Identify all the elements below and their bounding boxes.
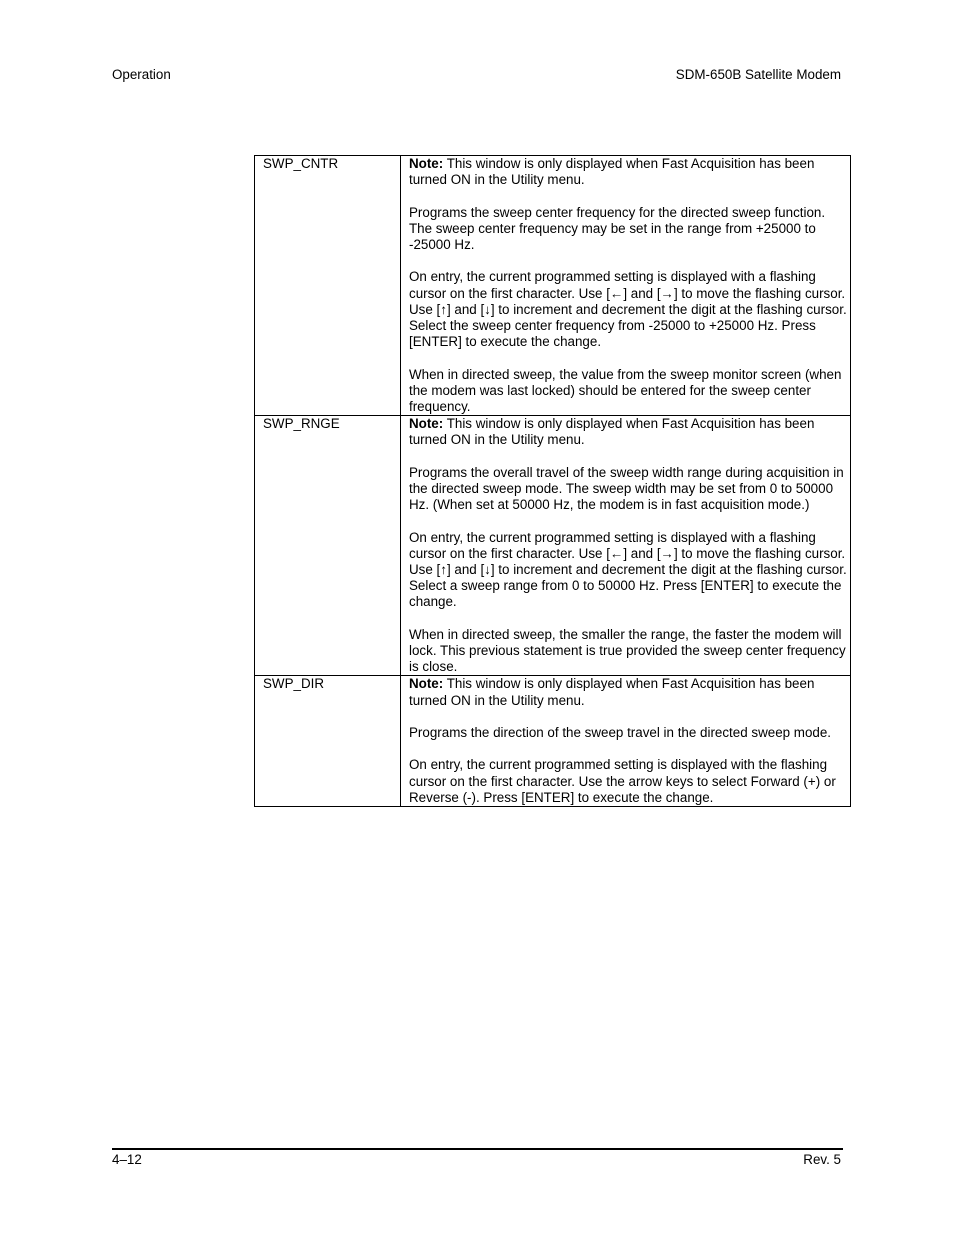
parameter-description (401, 676, 851, 807)
description-paragraph: On entry, the current programmed setting is displayed with a flashing cursor on the first character. Use [←] and [→] to move the flashing cursor. Use [↑] and [↓] to increment and decrement the digit at the flashing cursor. Select a sweep range from 0 to 50000 Hz. Press [ENTER] to execute the change. (409, 529, 847, 610)
parameter-table (254, 155, 851, 807)
table-row (255, 416, 851, 676)
table-row (255, 676, 851, 807)
header-document-title: SDM-650B Satellite Modem (675, 67, 841, 82)
table-row (255, 156, 851, 416)
header-section-title: Operation (112, 67, 171, 82)
description-paragraph: On entry, the current programmed setting is displayed with the flashing cursor on the first character. Use the arrow keys to select Forward (+) or Reverse (-). Press [ENTER] to execute the change. (409, 757, 836, 805)
footer-divider (112, 1148, 843, 1150)
note-text: This window is only displayed when Fast Acquisition has been turned ON in the Utility menu. (409, 156, 815, 188)
note-paragraph (409, 156, 850, 188)
footer-revision: Rev. 5 (803, 1152, 841, 1167)
parameter-description (401, 156, 851, 416)
description-paragraph: Programs the overall travel of the sweep width range during acquisition in the directed sweep mode. The sweep width may be set from 0 to 50000 Hz. (When set at 50000 Hz, the modem is in fast acquisition mode.) (409, 464, 844, 513)
note-paragraph (409, 676, 850, 708)
note-label: Note: (409, 676, 444, 692)
parameter-name: SWP_CNTR (255, 156, 401, 416)
description-paragraph: Programs the sweep center frequency for the directed sweep function. The sweep center frequency may be set in the range from +25000 to -25000 Hz. (409, 204, 826, 252)
parameter-description (401, 416, 851, 676)
footer-page-number: 4–12 (112, 1152, 142, 1167)
description-paragraph: When in directed sweep, the smaller the range, the faster the modem will lock. This previous statement is true provided the sweep center frequency is close. (409, 626, 846, 675)
note-paragraph (409, 416, 850, 448)
note-text: This window is only displayed when Fast Acquisition has been turned ON in the Utility menu. (409, 676, 815, 708)
description-paragraph: On entry, the current programmed setting is displayed with a flashing cursor on the first character. Use [←] and [→] to move the flashing cursor. Use [↑] and [↓] to increment and decrement the digit at the flashing cursor. Select the sweep center frequency from -25000 to +25000 Hz. Press [ENTER] to execute the change. (409, 269, 847, 350)
description-paragraph: When in directed sweep, the value from the sweep monitor screen (when the modem was last locked) should be entered for the sweep center frequency. (409, 366, 842, 414)
parameter-name: SWP_RNGE (255, 416, 401, 676)
note-label: Note: (409, 416, 444, 432)
parameter-name: SWP_DIR (255, 676, 401, 807)
description-paragraph: Programs the direction of the sweep travel in the directed sweep mode. (409, 725, 832, 740)
note-text: This window is only displayed when Fast Acquisition has been turned ON in the Utility menu. (409, 416, 815, 448)
note-label: Note: (409, 156, 444, 171)
